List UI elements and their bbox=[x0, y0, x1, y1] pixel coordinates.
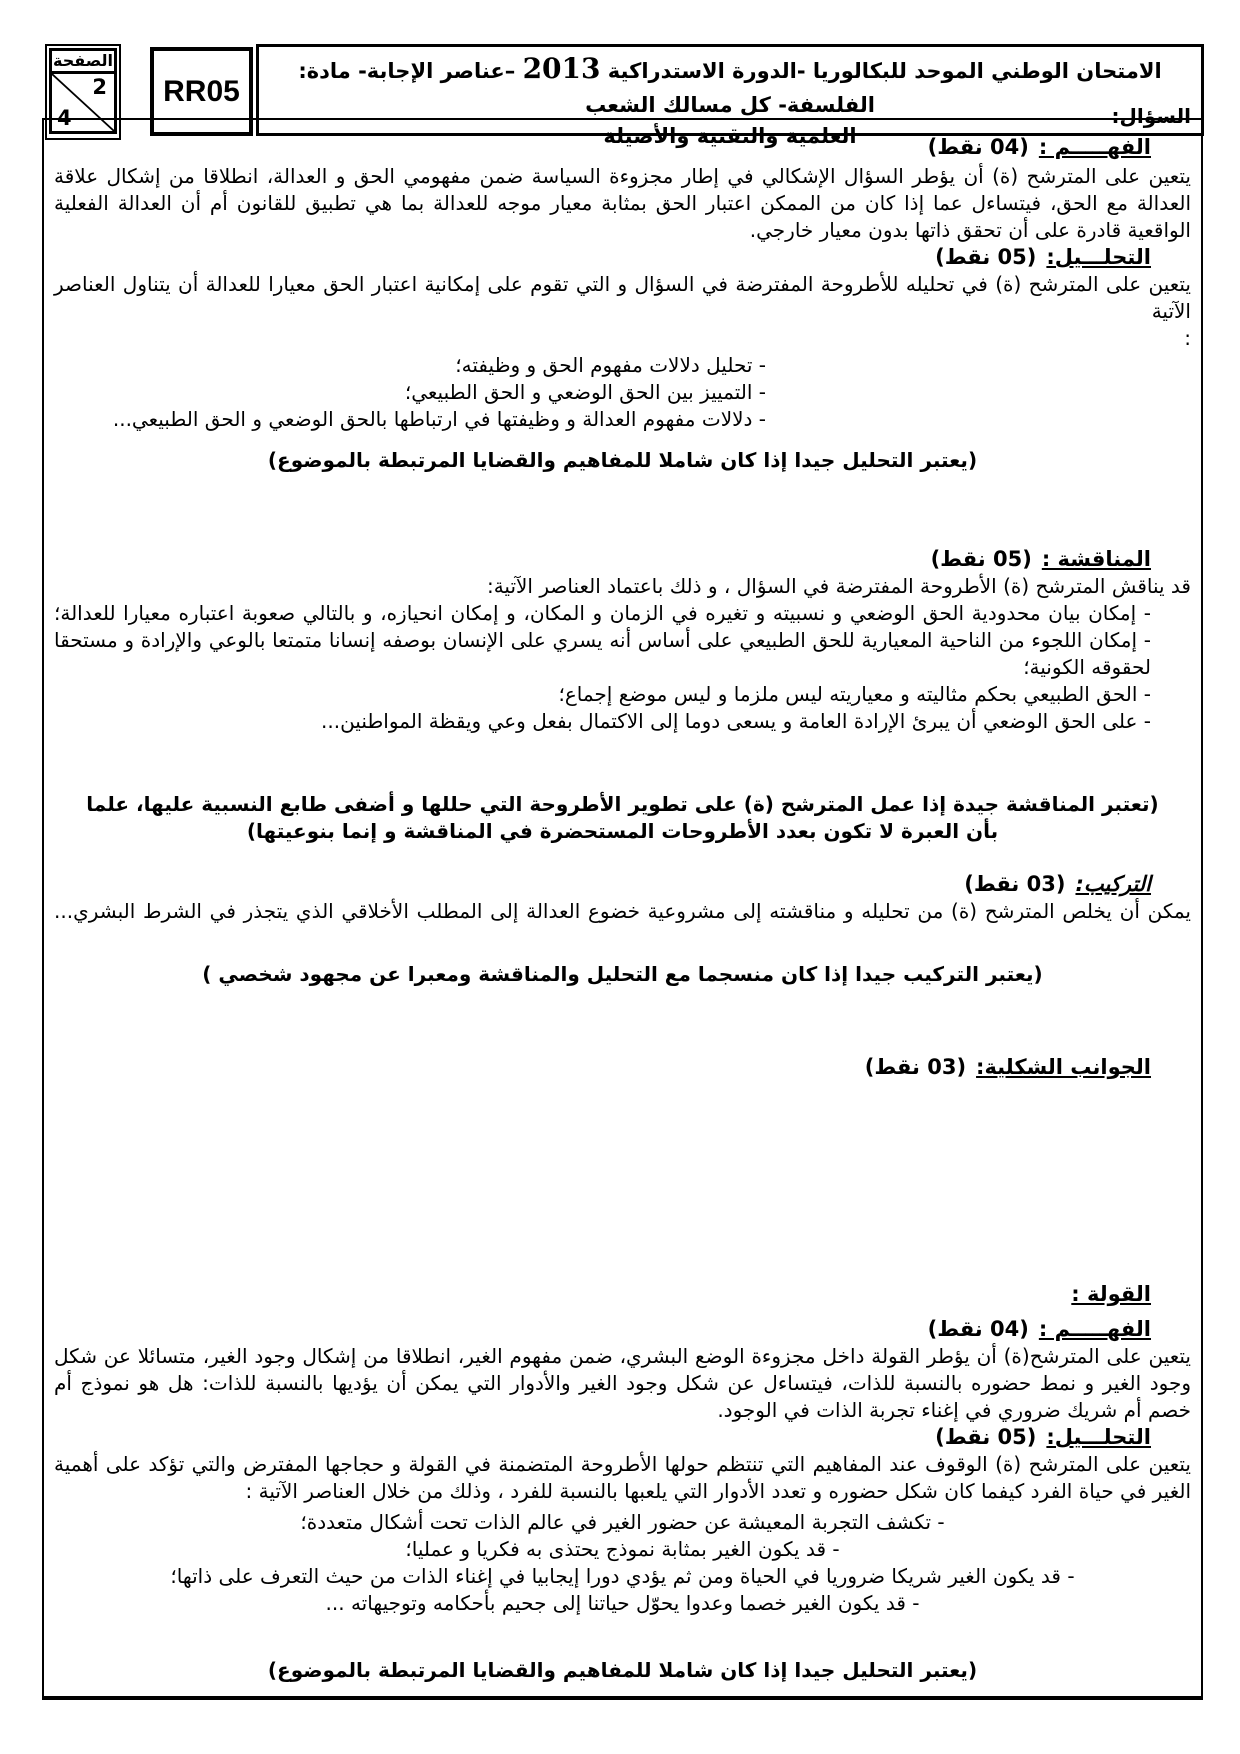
discussion-heading bbox=[54, 546, 1151, 573]
quote-comprehension-body: يتعين على المترشح(ة) أن يؤطر القولة داخل مجزوءة الوضع البشري، ضمن مفهوم الغير، انطلاقا من إشكال وجود الغير، متسائلا عن شكل وجود الغير و نمط حضوره بالنسبة للذات، فيتساءل عن شكل وجود الغير والأدوار التي يمكن أن يؤديها بالنسبة للذات: هل هو نموذج أم خصم أم شريك ضروري في إغناء تجربة الذات في الوجود. bbox=[54, 1344, 1191, 1422]
quote-comprehension-heading-word: الفهـــــم : bbox=[1038, 1317, 1151, 1341]
page-current: 2 bbox=[92, 75, 107, 99]
exam-year: 2013 bbox=[522, 52, 601, 85]
quote-analysis-bullet: - قد يكون الغير شريكا ضروريا في الحياة ومن ثم يؤدي دورا إيجابيا في إغناء الذات من حيث التعرف على ذاتها؛ bbox=[170, 1564, 1075, 1588]
comprehension-points: (04 نقط) bbox=[927, 135, 1029, 159]
analysis-points: (05 نقط) bbox=[935, 245, 1037, 269]
exam-subject: الفلسفة bbox=[786, 93, 875, 117]
exam-title-mid: –عناصر الإجابة- مادة: bbox=[298, 59, 523, 83]
analysis-bullet-list bbox=[54, 352, 766, 433]
synthesis-body: يمكن أن يخلص المترشح (ة) من تحليله و مناقشته إلى مشروعية خضوع العدالة إلى المطلب الأخلاقي الذي يتجذر في الشرط البشري... bbox=[54, 899, 1191, 923]
quote-analysis-intro: يتعين على المترشح (ة) الوقوف عند المفاهيم التي تنتظم حولها الأطروحة المتضمنة في القولة و حجاجها المفترض والتي تؤكد على أهمية الغير في حياة الفرد كيفما كان شكل حضوره و تعدد الأدوار التي يلعبها بالنسبة للفرد ، وذلك من خلال العناصر الآتية : bbox=[54, 1452, 1191, 1503]
exam-title-line2: العلمية والتقنية والأصيلة bbox=[603, 124, 857, 148]
exam-code-box: RR05 bbox=[150, 47, 253, 136]
formal-aspects-heading bbox=[54, 1054, 1151, 1081]
quote-comprehension-points: (04 نقط) bbox=[927, 1317, 1029, 1341]
quote-analysis-bullet: - تكشف التجربة المعيشة عن حضور الغير في عالم الذات تحت أشكال متعددة؛ bbox=[300, 1510, 945, 1534]
synthesis-heading-word: التركيب: bbox=[1075, 872, 1151, 896]
discussion-note-line1: (تعتبر المناقشة جيدة إذا عمل المترشح (ة) على تطوير الأطروحة التي حللها و أضفى طابع النسبية عليها، علما bbox=[86, 792, 1159, 816]
analysis-bullet: - دلالات مفهوم العدالة و وظيفتها في ارتباطها بالحق الوضعي و الحق الطبيعي... bbox=[112, 407, 766, 431]
formal-aspects-heading-word: الجوانب الشكلية: bbox=[976, 1055, 1151, 1079]
discussion-bullet: - على الحق الوضعي أن يبرئ الإرادة العامة و يسعى دوما إلى الاكتمال بفعل وعي ويقظة المواطنين... bbox=[321, 709, 1151, 733]
discussion-note-line2: بأن العبرة لا تكون بعدد الأطروحات المستحضرة في المناقشة و إنما بنوعيتها) bbox=[246, 819, 999, 843]
synthesis-heading bbox=[54, 871, 1151, 898]
question-section-title: السؤال: bbox=[1111, 104, 1191, 128]
analysis-bullet: - تحليل دلالات مفهوم الحق و وظيفته؛ bbox=[455, 353, 766, 377]
discussion-intro: قد يناقش المترشح (ة) الأطروحة المفترضة في السؤال ، و ذلك باعتماد العناصر الآتية: bbox=[486, 574, 1191, 598]
analysis-bullet: - التمييز بين الحق الوضعي و الحق الطبيعي؛ bbox=[404, 380, 766, 404]
analysis-intro: يتعين على المترشح (ة) في تحليله للأطروحة المفترضة في السؤال و التي تقوم على إمكانية اعتبار الحق معيارا للعدالة أن يتناول العناصر الآتية bbox=[54, 272, 1191, 323]
quote-comprehension-heading bbox=[54, 1316, 1151, 1343]
quote-analysis-bullet-list bbox=[84, 1509, 1161, 1617]
exam-title-pre: الامتحان الوطني الموحد للبكالوريا -الدورة الاستدراكية bbox=[600, 59, 1162, 83]
page-total: 4 bbox=[57, 106, 72, 130]
quote-section-title bbox=[54, 1281, 1151, 1308]
analysis-heading bbox=[54, 244, 1151, 271]
discussion-note bbox=[54, 791, 1191, 845]
quote-section-title-word: القولة : bbox=[1071, 1282, 1151, 1306]
discussion-bullet-list bbox=[54, 600, 1151, 735]
quote-analysis-heading-word: التحلـــيل: bbox=[1046, 1425, 1151, 1449]
synthesis-points: (03 نقط) bbox=[964, 872, 1066, 896]
discussion-heading-word: المناقشة : bbox=[1041, 547, 1151, 571]
analysis-note: (يعتبر التحليل جيدا إذا كان شاملا للمفاهيم والقضايا المرتبطة بالموضوع) bbox=[267, 448, 978, 472]
analysis-heading-word: التحلـــيل: bbox=[1046, 245, 1151, 269]
quote-analysis-bullet: - قد يكون الغير بمثابة نموذج يحتذى به فكريا و عمليا؛ bbox=[405, 1537, 840, 1561]
comprehension-heading-word: الفهـــــم : bbox=[1038, 135, 1151, 159]
quote-analysis-bullet: - قد يكون الغير خصما وعدوا يحوّل حياتنا إلى جحيم بأحكامه وتوجيهاته ... bbox=[325, 1591, 920, 1615]
discussion-bullet: - إمكان اللجوء من الناحية المعيارية للحق الطبيعي على أساس أنه يسري على الإنسان بوصفه إنسانا متمتعا بالوعي والإرادة و مستحقا لحقوقه الكونية؛ bbox=[54, 628, 1151, 679]
exam-title-post: - كل مسالك الشعب bbox=[585, 93, 787, 117]
quote-analysis-points: (05 نقط) bbox=[935, 1425, 1037, 1449]
analysis-intro-colon: : bbox=[1184, 326, 1191, 350]
comprehension-heading bbox=[54, 134, 1151, 161]
quote-analysis-heading bbox=[54, 1424, 1151, 1451]
discussion-bullet: - إمكان بيان محدودية الحق الوضعي و نسبيته و تغيره في الزمان و المكان، و إمكان انحيازه، و بالتالي صعوبة اعتباره معيارا للعدالة؛ bbox=[54, 601, 1151, 625]
discussion-bullet: - الحق الطبيعي بحكم مثاليته و معياريته ليس ملزما و ليس موضع إجماع؛ bbox=[558, 682, 1151, 706]
formal-aspects-points: (03 نقط) bbox=[864, 1055, 967, 1079]
discussion-points: (05 نقط) bbox=[930, 547, 1032, 571]
quote-analysis-note: (يعتبر التحليل جيدا إذا كان شاملا للمفاهيم والقضايا المرتبطة بالموضوع) bbox=[267, 1658, 978, 1682]
synthesis-note: (يعتبر التركيب جيدا إذا كان منسجما مع التحليل والمناقشة ومعبرا عن مجهود شخصي ) bbox=[202, 962, 1043, 986]
page-label: الصفحة bbox=[49, 48, 117, 74]
comprehension-body: يتعين على المترشح (ة) أن يؤطر السؤال الإشكالي في إطار مجزوءة السياسة ضمن مفهومي الحق و العدالة، انطلاقا من إشكال علاقة العدالة مع الحق، فيتساءل عما إذا كان من الممكن اعتبار الحق بمثابة معيار موجه للعدالة بما هي تطبيق للقانون أم أن العدالة الفعلية الواقعية قادرة على أن تحقق ذاتها بدون معيار خارجي. bbox=[54, 164, 1191, 242]
